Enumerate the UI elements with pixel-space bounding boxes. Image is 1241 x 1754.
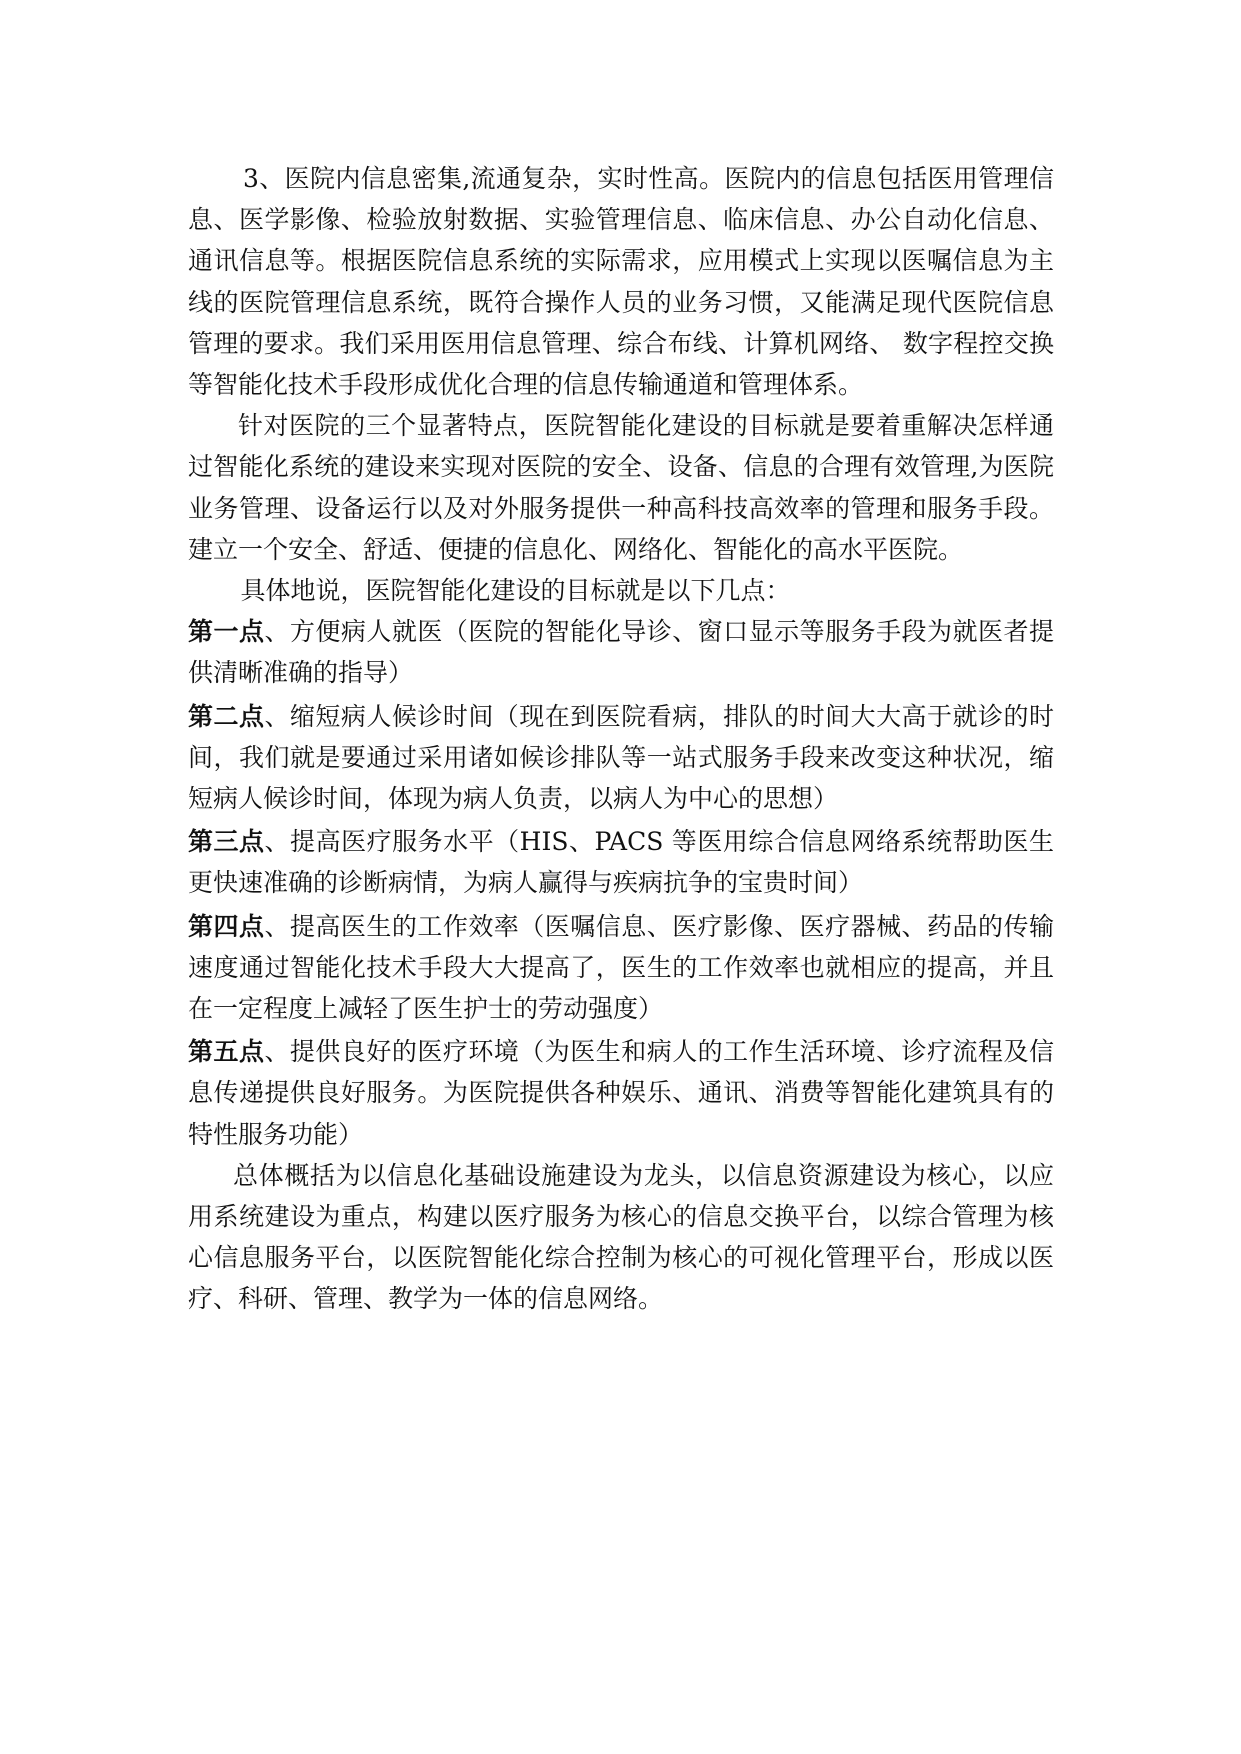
point-text: 、提高医生的工作效率（医嘱信息、医疗影像、医疗器械、药品的传输速度通过智能化技术手段大大提高了，医生的工作效率也就相应的提高，并且在一定程度上减轻了医生护士的劳动强度） xyxy=(188,911,1054,1024)
point-text: 、提供良好的医疗环境（为医生和病人的工作生活环境、诊疗流程及信息传递提供良好服务。为医院提供各种娱乐、通讯、消费等智能化建筑具有的特性服务功能） xyxy=(188,1037,1054,1149)
list-item-point-5 xyxy=(188,1031,1054,1155)
point-text: 、提高医疗服务水平（HIS、PACS 等医用综合信息网络系统帮助医生更快速准确的诊断病情，为病人赢得与疾病抗争的宝贵时间） xyxy=(188,827,1054,898)
list-item-point-4 xyxy=(188,906,1054,1030)
document-body xyxy=(188,158,1054,1320)
list-item-point-3 xyxy=(188,821,1054,903)
point-text: 、方便病人就医（医院的智能化导诊、窗口显示等服务手段为就医者提供清晰准确的指导） xyxy=(188,617,1054,688)
point-text: 、缩短病人候诊时间（现在到医院看病，排队的时间大大高于就诊的时间，我们就是要通过采用诸如候诊排队等一站式服务手段来改变这种状况，缩短病人候诊时间，体现为病人负责，以病人为中心的思想） xyxy=(188,701,1054,814)
list-item-point-1 xyxy=(188,611,1054,693)
point-label: 第五点 xyxy=(188,1037,265,1067)
point-label: 第二点 xyxy=(188,701,265,731)
paragraph-construction-goals: 针对医院的三个显著特点，医院智能化建设的目标就是要着重解决怎样通过智能化系统的建设来实现对医院的安全、设备、信息的合理有效管理,为医院业务管理、设备运行以及对外服务提供一种高科技高效率的管理和服务手段。建立一个安全、舒适、便捷的信息化、网络化、智能化的高水平医院。 xyxy=(188,411,1054,564)
paragraph-summary: 总体概括为以信息化基础设施建设为龙头，以信息资源建设为核心，以应用系统建设为重点，构建以医疗服务为核心的信息交换平台，以综合管理为核心信息服务平台，以医院智能化综合控制为核心的可视化管理平台，形成以医疗、科研、管理、教学为一体的信息网络。 xyxy=(188,1160,1054,1314)
paragraph-hospital-information: 3、医院内信息密集,流通复杂，实时性高。医院内的信息包括医用管理信息、医学影像、检验放射数据、实验管理信息、临床信息、办公自动化信息、通讯信息等。根据医院信息系统的实际需求，应用模式上实现以医嘱信息为主线的医院管理信息系统，既符合操作人员的业务习惯，又能满足现代医院信息管理的要求。我们采用医用信息管理、综合布线、计算机网络、 数字程控交换等智能化技术手段形成优化合理的信息传输通道和管理体系。 xyxy=(188,164,1054,400)
paragraph-specific-goals-intro: 具体地说，医院智能化建设的目标就是以下几点： xyxy=(240,576,791,606)
point-label: 第三点 xyxy=(188,827,265,857)
point-label: 第四点 xyxy=(188,911,265,941)
list-item-point-2 xyxy=(188,696,1054,820)
point-label: 第一点 xyxy=(188,617,265,647)
